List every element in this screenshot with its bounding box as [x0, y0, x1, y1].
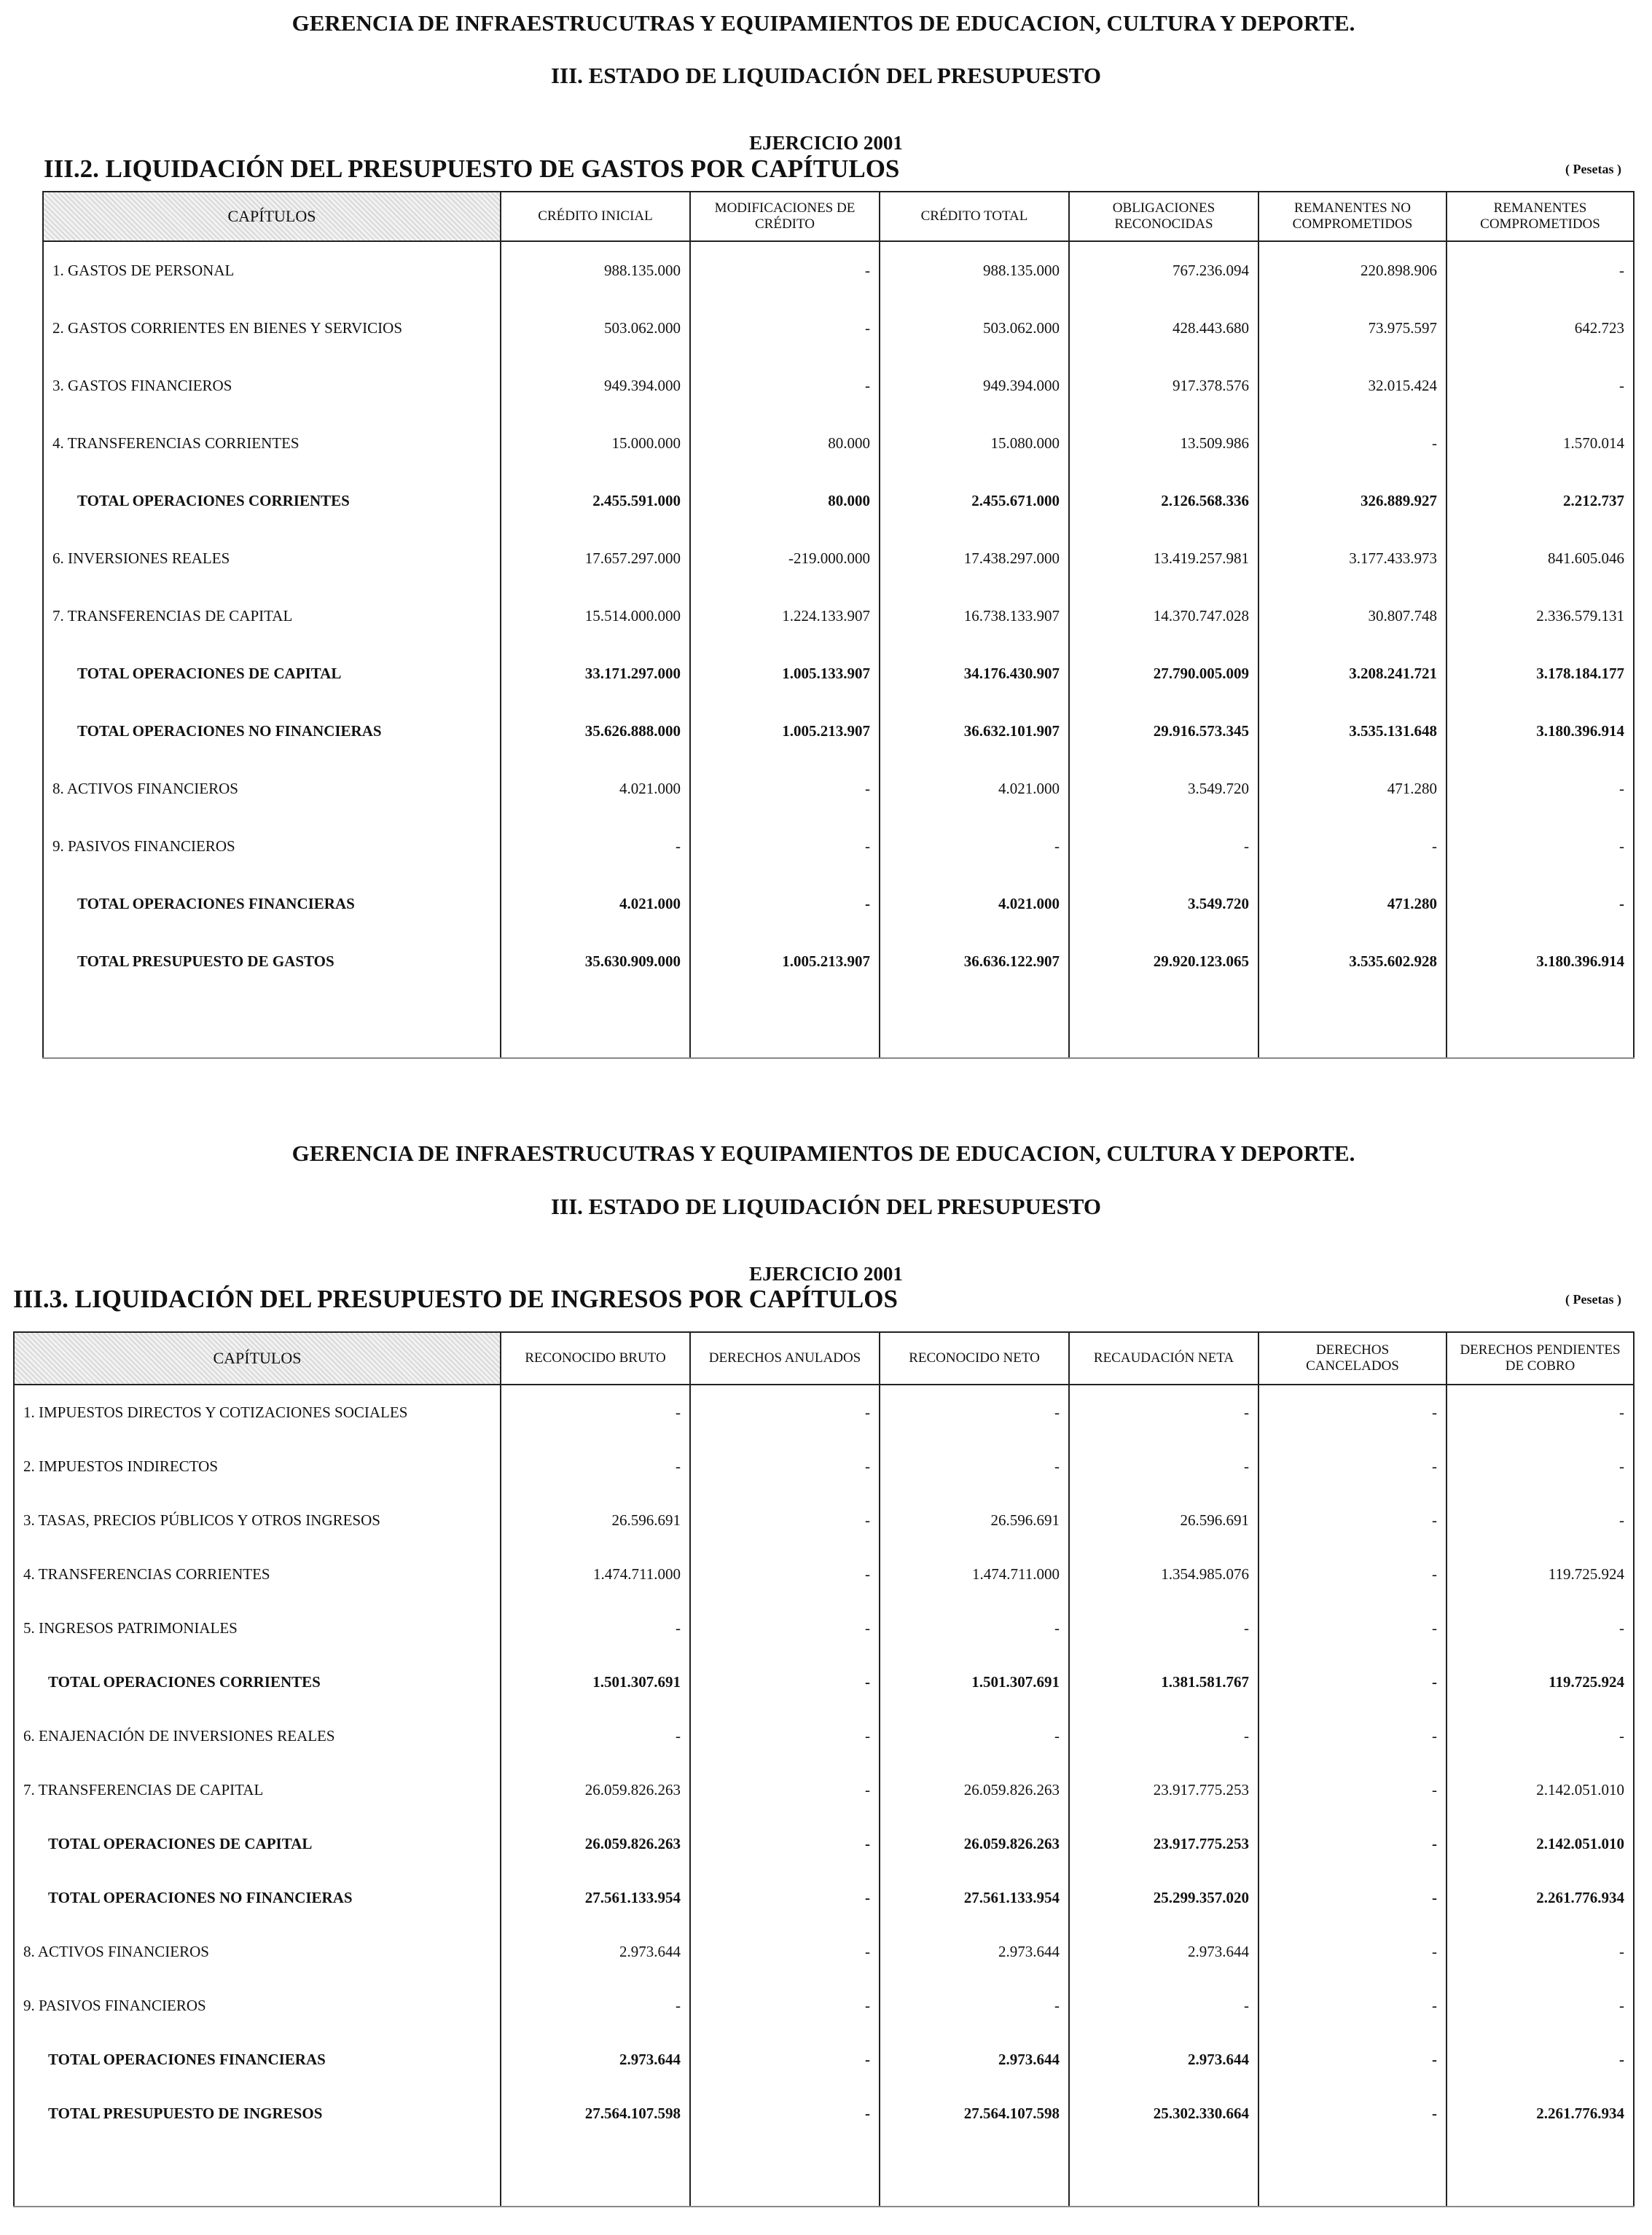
- row-label: 4. TRANSFERENCIAS CORRIENTES: [43, 415, 501, 472]
- table-cell: 1.501.307.691: [501, 1655, 690, 1709]
- row-label: TOTAL OPERACIONES FINANCIERAS: [43, 875, 501, 933]
- table-cell: 16.738.133.907: [880, 587, 1069, 645]
- table-cell: -: [1447, 241, 1634, 300]
- table-cell: 33.171.297.000: [501, 645, 690, 702]
- row-label: 6. INVERSIONES REALES: [43, 530, 501, 587]
- total-row: [14, 2086, 1634, 2140]
- organization-title: GERENCIA DE INFRAESTRUCUTRAS Y EQUIPAMIENTOS DE EDUCACION, CULTURA Y DEPORTE.: [291, 10, 1355, 36]
- column-header: REMANENTES NO COMPROMETIDOS: [1258, 192, 1447, 241]
- table-cell: 35.630.909.000: [501, 933, 690, 990]
- row-label: 9. PASIVOS FINANCIEROS: [43, 818, 501, 875]
- empty-cell: [880, 2140, 1069, 2207]
- column-header: DERECHOS CANCELADOS: [1258, 1332, 1447, 1385]
- table-row: [14, 1601, 1634, 1655]
- table-cell: 1.570.014: [1447, 415, 1634, 472]
- column-header: CAPÍTULOS: [43, 192, 501, 241]
- row-label: 5. INGRESOS PATRIMONIALES: [14, 1601, 501, 1655]
- currency-unit: ( Pesetas ): [1565, 162, 1621, 176]
- table-cell: 2.261.776.934: [1447, 2086, 1634, 2140]
- table-cell: -: [690, 1601, 880, 1655]
- table-cell: 26.596.691: [880, 1493, 1069, 1547]
- table-cell: -: [1447, 1493, 1634, 1547]
- row-label: 7. TRANSFERENCIAS DE CAPITAL: [14, 1763, 501, 1817]
- table-cell: -: [1258, 415, 1447, 472]
- table-cell: -: [880, 818, 1069, 875]
- table-cell: 36.636.122.907: [880, 933, 1069, 990]
- table-cell: 767.236.094: [1069, 241, 1258, 300]
- table-cell: 17.657.297.000: [501, 530, 690, 587]
- total-row: [43, 472, 1634, 530]
- table-row: [43, 415, 1634, 472]
- table-cell: 2.973.644: [501, 2032, 690, 2086]
- total-row: [43, 933, 1634, 990]
- organization-title: GERENCIA DE INFRAESTRUCUTRAS Y EQUIPAMIENTOS DE EDUCACION, CULTURA Y DEPORTE.: [291, 1140, 1355, 1166]
- table-cell: 949.394.000: [501, 357, 690, 415]
- table-row: [43, 300, 1634, 357]
- table-cell: -: [1447, 1925, 1634, 1978]
- table-cell: -: [690, 1547, 880, 1601]
- table-cell: 949.394.000: [880, 357, 1069, 415]
- table-cell: 841.605.046: [1447, 530, 1634, 587]
- table-cell: -: [690, 1817, 880, 1871]
- row-label: 1. IMPUESTOS DIRECTOS Y COTIZACIONES SOCIALES: [14, 1385, 501, 1439]
- table-cell: 428.443.680: [1069, 300, 1258, 357]
- section-title: III.2. LIQUIDACIÓN DEL PRESUPUESTO DE GASTOS POR CAPÍTULOS: [44, 154, 900, 183]
- empty-cell: [690, 2140, 880, 2207]
- table-cell: 326.889.927: [1258, 472, 1447, 530]
- table-cell: 2.973.644: [1069, 1925, 1258, 1978]
- table-header-row: [14, 1332, 1634, 1385]
- table-footer-spacer: [14, 2140, 1634, 2207]
- table-cell: 2.455.671.000: [880, 472, 1069, 530]
- table-cell: -: [1069, 1439, 1258, 1493]
- table-cell: -: [690, 300, 880, 357]
- table-cell: 2.973.644: [501, 1925, 690, 1978]
- section-title: III.3. LIQUIDACIÓN DEL PRESUPUESTO DE INGRESOS POR CAPÍTULOS: [13, 1285, 898, 1313]
- row-label: 1. GASTOS DE PERSONAL: [43, 241, 501, 300]
- table-cell: 1.381.581.767: [1069, 1655, 1258, 1709]
- table-cell: 80.000: [690, 472, 880, 530]
- table-cell: -: [690, 1709, 880, 1763]
- table-cell: 2.142.051.010: [1447, 1763, 1634, 1817]
- table-cell: -: [1258, 818, 1447, 875]
- table-cell: 3.178.184.177: [1447, 645, 1634, 702]
- table-row: [14, 1439, 1634, 1493]
- table-cell: 4.021.000: [880, 875, 1069, 933]
- table-row: [43, 587, 1634, 645]
- table-cell: 73.975.597: [1258, 300, 1447, 357]
- row-label: TOTAL OPERACIONES FINANCIERAS: [14, 2032, 501, 2086]
- table-cell: -: [1069, 1978, 1258, 2032]
- table-cell: -: [1447, 760, 1634, 818]
- table-row: [14, 1763, 1634, 1817]
- table-cell: 220.898.906: [1258, 241, 1447, 300]
- table-cell: -: [690, 2032, 880, 2086]
- fiscal-year: EJERCICIO 2001: [749, 132, 903, 154]
- table-row: [43, 530, 1634, 587]
- table-cell: -: [1069, 1709, 1258, 1763]
- row-label: 8. ACTIVOS FINANCIEROS: [14, 1925, 501, 1978]
- table-cell: -: [1258, 1817, 1447, 1871]
- table-cell: 2.973.644: [880, 1925, 1069, 1978]
- table-cell: 1.474.711.000: [501, 1547, 690, 1601]
- table-cell: 988.135.000: [501, 241, 690, 300]
- table-cell: 26.059.826.263: [501, 1763, 690, 1817]
- table-cell: 3.535.602.928: [1258, 933, 1447, 990]
- empty-cell: [43, 990, 501, 1058]
- column-header: CAPÍTULOS: [14, 1332, 501, 1385]
- table-cell: 34.176.430.907: [880, 645, 1069, 702]
- table-cell: -: [501, 1978, 690, 2032]
- row-label: TOTAL OPERACIONES CORRIENTES: [14, 1655, 501, 1709]
- column-header: DERECHOS PENDIENTES DE COBRO: [1447, 1332, 1634, 1385]
- table-cell: -: [1258, 1385, 1447, 1439]
- table-cell: -: [1069, 818, 1258, 875]
- table-cell: 15.000.000: [501, 415, 690, 472]
- table-cell: 30.807.748: [1258, 587, 1447, 645]
- empty-cell: [1447, 990, 1634, 1058]
- table-cell: 1.224.133.907: [690, 587, 880, 645]
- table-cell: -: [690, 1978, 880, 2032]
- table-cell: 2.212.737: [1447, 472, 1634, 530]
- table-cell: 4.021.000: [501, 760, 690, 818]
- table-cell: -: [1258, 1763, 1447, 1817]
- table-cell: 1.354.985.076: [1069, 1547, 1258, 1601]
- table-cell: 503.062.000: [501, 300, 690, 357]
- table-cell: 1.005.133.907: [690, 645, 880, 702]
- table-cell: -: [501, 818, 690, 875]
- table-cell: 29.920.123.065: [1069, 933, 1258, 990]
- table-cell: 23.917.775.253: [1069, 1817, 1258, 1871]
- table-cell: -: [1069, 1385, 1258, 1439]
- row-label: 6. ENAJENACIÓN DE INVERSIONES REALES: [14, 1709, 501, 1763]
- table-cell: 26.059.826.263: [880, 1763, 1069, 1817]
- empty-cell: [880, 990, 1069, 1058]
- row-label: 7. TRANSFERENCIAS DE CAPITAL: [43, 587, 501, 645]
- table-cell: -: [1258, 1655, 1447, 1709]
- column-header: MODIFICACIONES DE CRÉDITO: [690, 192, 880, 241]
- table-cell: -: [690, 1763, 880, 1817]
- row-label: 2. IMPUESTOS INDIRECTOS: [14, 1439, 501, 1493]
- table-cell: -: [501, 1439, 690, 1493]
- table-cell: -: [501, 1601, 690, 1655]
- column-header: RECONOCIDO NETO: [880, 1332, 1069, 1385]
- table-cell: 27.561.133.954: [880, 1871, 1069, 1925]
- table-cell: 3.535.131.648: [1258, 702, 1447, 760]
- column-header: RECAUDACIÓN NETA: [1069, 1332, 1258, 1385]
- row-label: TOTAL OPERACIONES NO FINANCIERAS: [43, 702, 501, 760]
- table-cell: 17.438.297.000: [880, 530, 1069, 587]
- fiscal-year: EJERCICIO 2001: [749, 1263, 903, 1285]
- total-row: [14, 1871, 1634, 1925]
- table-cell: 119.725.924: [1447, 1655, 1634, 1709]
- column-header: CRÉDITO INICIAL: [501, 192, 690, 241]
- table-cell: 2.973.644: [880, 2032, 1069, 2086]
- table-cell: 2.336.579.131: [1447, 587, 1634, 645]
- table-cell: -: [1447, 2032, 1634, 2086]
- table-cell: 27.564.107.598: [880, 2086, 1069, 2140]
- table-row: [14, 1709, 1634, 1763]
- row-label: TOTAL OPERACIONES NO FINANCIERAS: [14, 1871, 501, 1925]
- empty-cell: [1069, 2140, 1258, 2207]
- table-row: [14, 1925, 1634, 1978]
- table-cell: -: [1447, 818, 1634, 875]
- table-cell: -: [690, 1493, 880, 1547]
- table-cell: 29.916.573.345: [1069, 702, 1258, 760]
- table-cell: 14.370.747.028: [1069, 587, 1258, 645]
- table-cell: -: [501, 1385, 690, 1439]
- table-row: [43, 818, 1634, 875]
- column-header: REMANENTES COMPROMETIDOS: [1447, 192, 1634, 241]
- total-row: [43, 702, 1634, 760]
- table-cell: 26.059.826.263: [880, 1817, 1069, 1871]
- table-cell: -: [1258, 1871, 1447, 1925]
- table-row: [14, 1385, 1634, 1439]
- row-label: TOTAL PRESUPUESTO DE GASTOS: [43, 933, 501, 990]
- table-cell: -: [1258, 2032, 1447, 2086]
- table-cell: -: [880, 1978, 1069, 2032]
- table-row: [14, 1547, 1634, 1601]
- column-header: RECONOCIDO BRUTO: [501, 1332, 690, 1385]
- table-cell: 4.021.000: [880, 760, 1069, 818]
- table-cell: 2.142.051.010: [1447, 1817, 1634, 1871]
- table-cell: -: [1447, 1978, 1634, 2032]
- empty-cell: [1258, 990, 1447, 1058]
- table-cell: -: [690, 1871, 880, 1925]
- total-row: [43, 875, 1634, 933]
- table-row: [43, 760, 1634, 818]
- table-cell: 471.280: [1258, 875, 1447, 933]
- total-row: [14, 1655, 1634, 1709]
- table-cell: -: [690, 1439, 880, 1493]
- table-cell: -: [690, 1925, 880, 1978]
- report-subtitle: III. ESTADO DE LIQUIDACIÓN DEL PRESUPUESTO: [550, 1194, 1102, 1219]
- table-cell: 35.626.888.000: [501, 702, 690, 760]
- table-cell: 2.455.591.000: [501, 472, 690, 530]
- column-header: OBLIGACIONES RECONOCIDAS: [1069, 192, 1258, 241]
- table-cell: -: [1258, 1547, 1447, 1601]
- row-label: 8. ACTIVOS FINANCIEROS: [43, 760, 501, 818]
- gastos-table: [42, 191, 1635, 1059]
- row-label: 9. PASIVOS FINANCIEROS: [14, 1978, 501, 2032]
- table-row: [43, 241, 1634, 300]
- row-label: 3. GASTOS FINANCIEROS: [43, 357, 501, 415]
- row-label: 4. TRANSFERENCIAS CORRIENTES: [14, 1547, 501, 1601]
- table-row: [14, 1978, 1634, 2032]
- table-cell: 119.725.924: [1447, 1547, 1634, 1601]
- table-cell: -: [1258, 1978, 1447, 2032]
- row-label: TOTAL PRESUPUESTO DE INGRESOS: [14, 2086, 501, 2140]
- empty-cell: [501, 2140, 690, 2207]
- table-cell: -: [1447, 1439, 1634, 1493]
- table-cell: 3.180.396.914: [1447, 702, 1634, 760]
- table-cell: 1.501.307.691: [880, 1655, 1069, 1709]
- table-cell: 3.549.720: [1069, 760, 1258, 818]
- table-cell: 471.280: [1258, 760, 1447, 818]
- empty-cell: [1258, 2140, 1447, 2207]
- row-label: 2. GASTOS CORRIENTES EN BIENES Y SERVICIOS: [43, 300, 501, 357]
- total-row: [14, 2032, 1634, 2086]
- table-cell: -: [690, 1385, 880, 1439]
- row-label: TOTAL OPERACIONES CORRIENTES: [43, 472, 501, 530]
- table-cell: -: [880, 1601, 1069, 1655]
- table-cell: 13.419.257.981: [1069, 530, 1258, 587]
- report-subtitle: III. ESTADO DE LIQUIDACIÓN DEL PRESUPUESTO: [550, 63, 1102, 88]
- total-row: [43, 645, 1634, 702]
- row-label: TOTAL OPERACIONES DE CAPITAL: [43, 645, 501, 702]
- table-cell: -: [690, 818, 880, 875]
- table-cell: -: [1447, 875, 1634, 933]
- table-cell: 503.062.000: [880, 300, 1069, 357]
- table-cell: 2.261.776.934: [1447, 1871, 1634, 1925]
- table-cell: -: [690, 875, 880, 933]
- column-header: DERECHOS ANULADOS: [690, 1332, 880, 1385]
- table-cell: 27.790.005.009: [1069, 645, 1258, 702]
- empty-cell: [1069, 990, 1258, 1058]
- table-cell: 3.549.720: [1069, 875, 1258, 933]
- table-cell: -: [1258, 1709, 1447, 1763]
- table-cell: 13.509.986: [1069, 415, 1258, 472]
- table-cell: -: [1447, 1601, 1634, 1655]
- table-cell: -: [690, 1655, 880, 1709]
- table-cell: -: [690, 357, 880, 415]
- table-cell: -: [1447, 1709, 1634, 1763]
- currency-unit: ( Pesetas ): [1565, 1292, 1621, 1307]
- table-header-row: [43, 192, 1634, 241]
- table-cell: -: [1258, 1601, 1447, 1655]
- row-label: 3. TASAS, PRECIOS PÚBLICOS Y OTROS INGRESOS: [14, 1493, 501, 1547]
- row-label: TOTAL OPERACIONES DE CAPITAL: [14, 1817, 501, 1871]
- table-cell: 36.632.101.907: [880, 702, 1069, 760]
- column-header: CRÉDITO TOTAL: [880, 192, 1069, 241]
- table-cell: 3.177.433.973: [1258, 530, 1447, 587]
- table-cell: -: [880, 1385, 1069, 1439]
- table-cell: -: [1069, 1601, 1258, 1655]
- table-cell: 3.208.241.721: [1258, 645, 1447, 702]
- total-row: [14, 1817, 1634, 1871]
- table-cell: -: [1258, 2086, 1447, 2140]
- table-cell: -: [880, 1709, 1069, 1763]
- table-cell: 25.302.330.664: [1069, 2086, 1258, 2140]
- table-cell: 80.000: [690, 415, 880, 472]
- ingresos-table: [13, 1331, 1635, 2207]
- table-cell: 15.514.000.000: [501, 587, 690, 645]
- table-cell: 15.080.000: [880, 415, 1069, 472]
- table-cell: -: [1258, 1493, 1447, 1547]
- table-cell: 2.126.568.336: [1069, 472, 1258, 530]
- table-cell: 27.564.107.598: [501, 2086, 690, 2140]
- table-footer-spacer: [43, 990, 1634, 1058]
- table-cell: 27.561.133.954: [501, 1871, 690, 1925]
- table-cell: 26.059.826.263: [501, 1817, 690, 1871]
- table-cell: 32.015.424: [1258, 357, 1447, 415]
- table-cell: -: [501, 1709, 690, 1763]
- table-cell: 1.005.213.907: [690, 933, 880, 990]
- table-cell: -219.000.000: [690, 530, 880, 587]
- table-cell: -: [1258, 1925, 1447, 1978]
- empty-cell: [690, 990, 880, 1058]
- table-cell: 25.299.357.020: [1069, 1871, 1258, 1925]
- table-cell: 642.723: [1447, 300, 1634, 357]
- table-row: [43, 357, 1634, 415]
- table-cell: 4.021.000: [501, 875, 690, 933]
- table-cell: -: [1447, 1385, 1634, 1439]
- table-cell: 3.180.396.914: [1447, 933, 1634, 990]
- table-cell: 26.596.691: [501, 1493, 690, 1547]
- table-cell: 917.378.576: [1069, 357, 1258, 415]
- table-cell: -: [690, 2086, 880, 2140]
- table-cell: 1.005.213.907: [690, 702, 880, 760]
- table-row: [14, 1493, 1634, 1547]
- table-cell: -: [1447, 357, 1634, 415]
- table-cell: 23.917.775.253: [1069, 1763, 1258, 1817]
- table-cell: 2.973.644: [1069, 2032, 1258, 2086]
- table-cell: 1.474.711.000: [880, 1547, 1069, 1601]
- table-cell: -: [1258, 1439, 1447, 1493]
- empty-cell: [14, 2140, 501, 2207]
- empty-cell: [501, 990, 690, 1058]
- table-cell: -: [690, 241, 880, 300]
- table-cell: -: [690, 760, 880, 818]
- empty-cell: [1447, 2140, 1634, 2207]
- table-cell: 988.135.000: [880, 241, 1069, 300]
- table-cell: 26.596.691: [1069, 1493, 1258, 1547]
- table-cell: -: [880, 1439, 1069, 1493]
